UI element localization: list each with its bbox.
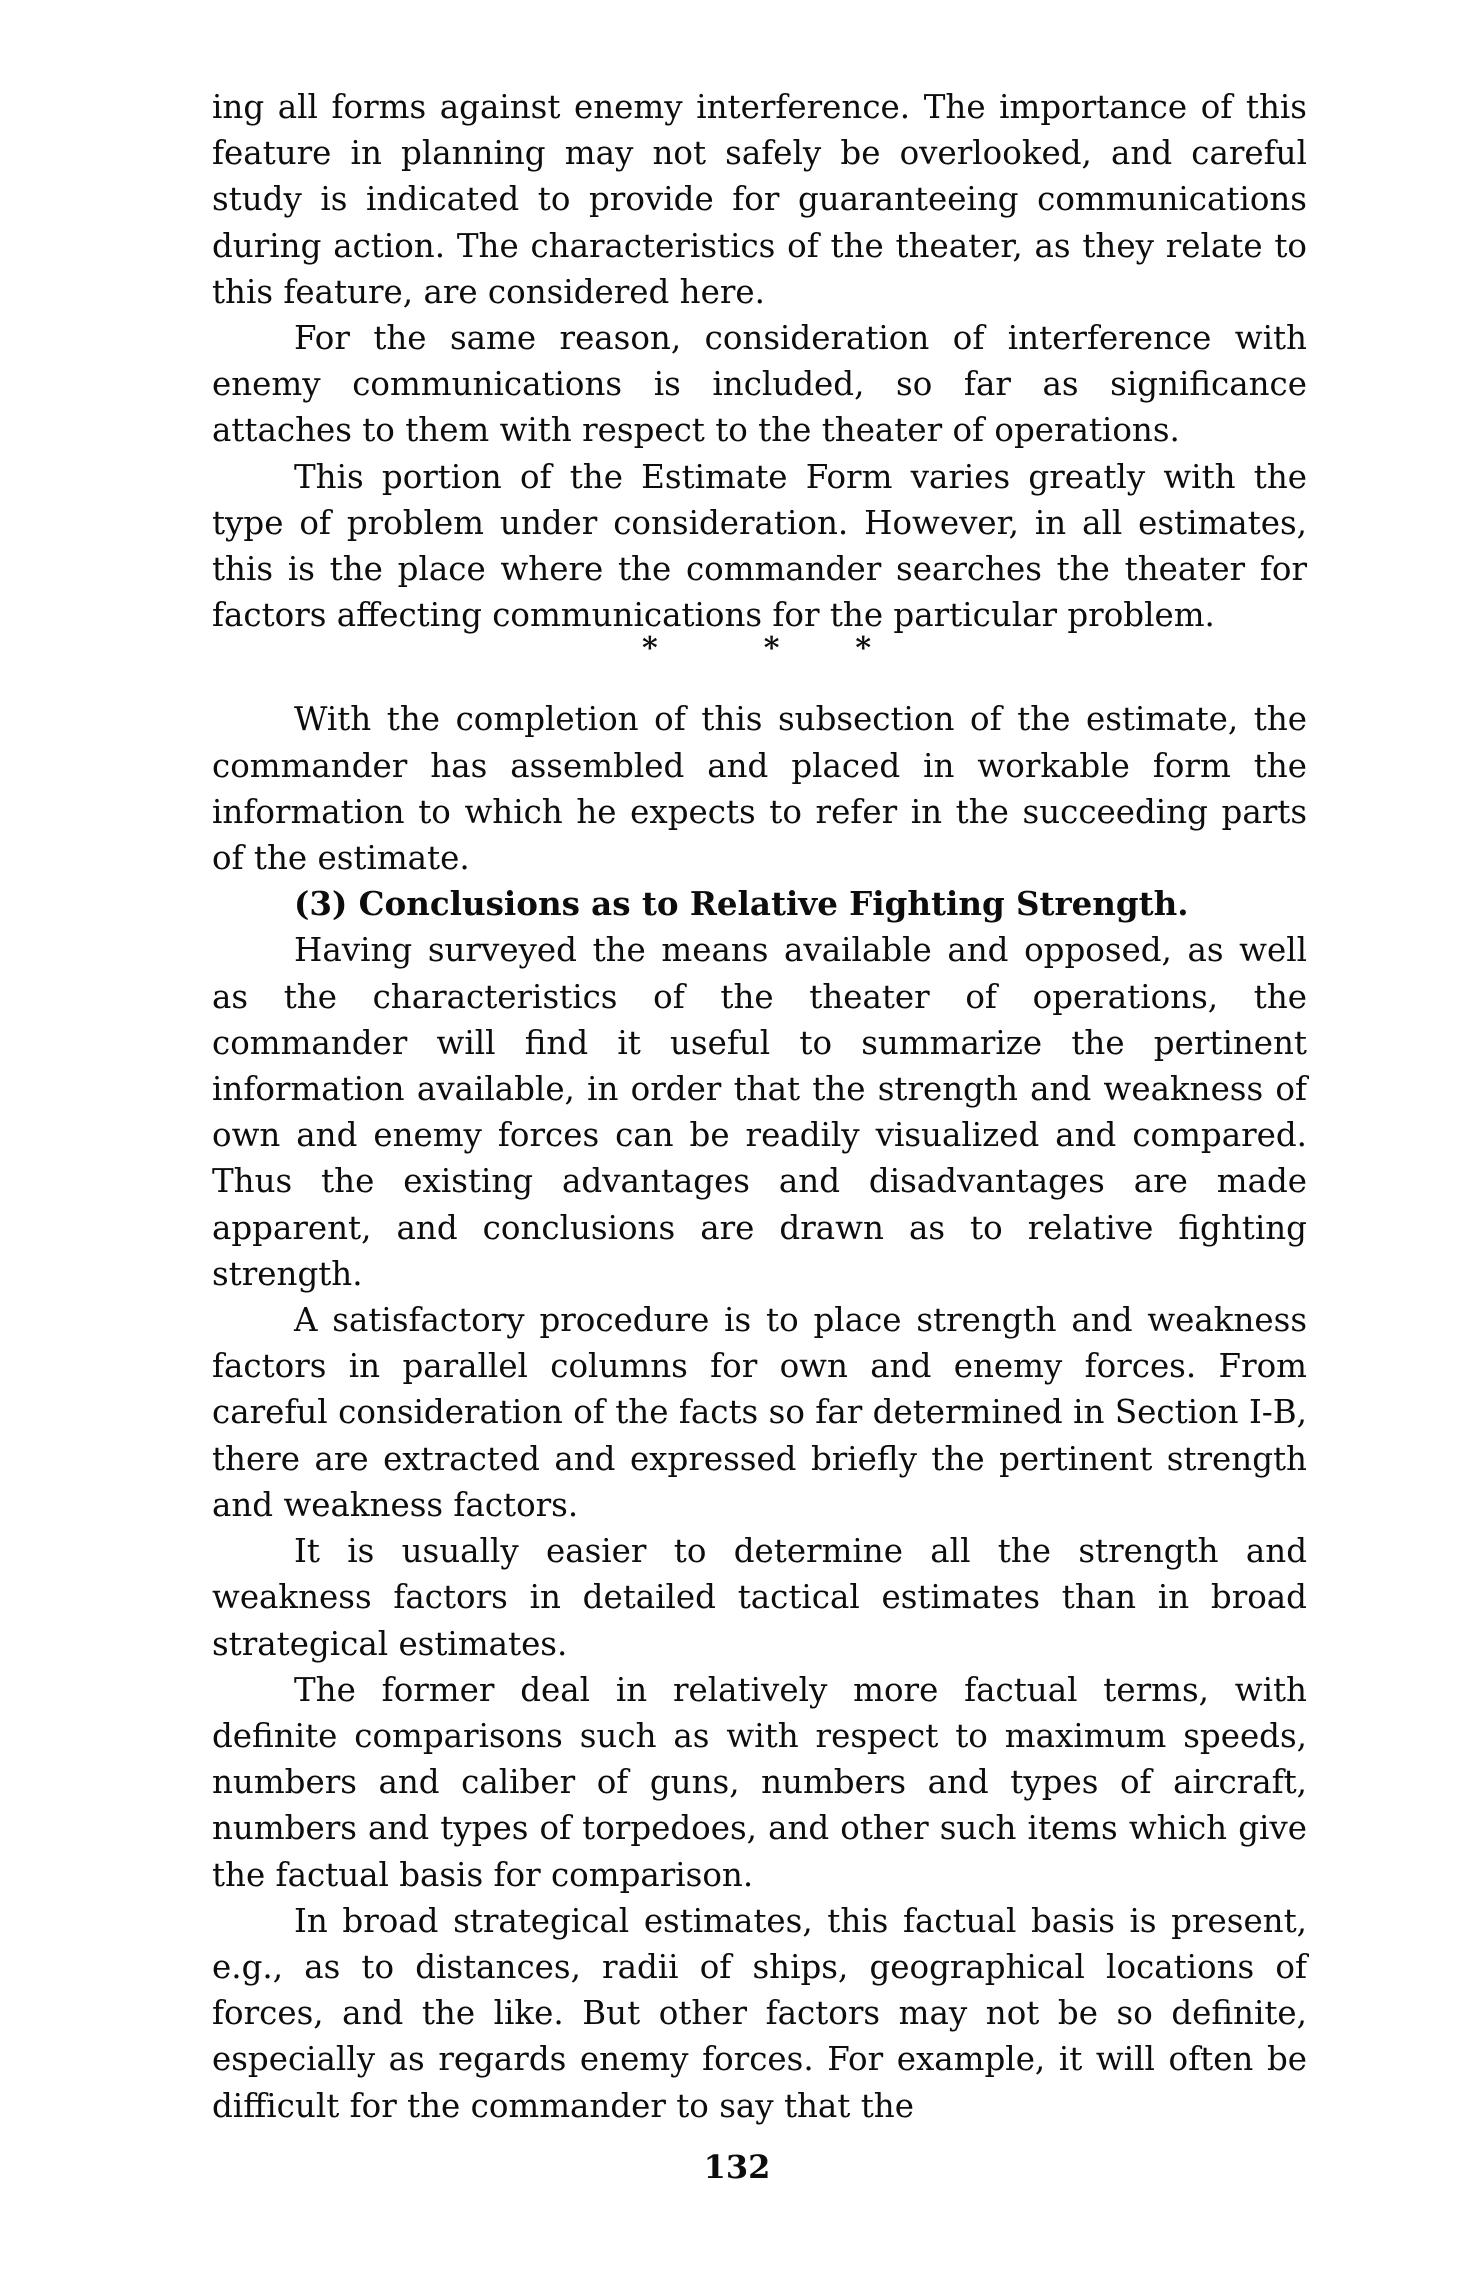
paragraph-surveyed-means: Having surveyed the means available and opposed, as well as the characteristics of the theater of operations, the commander will find it useful to summarize the pertinent information available, in order that the strength and weakness of own and enemy forces can be readily visualized and compared. Thus the existing advantages and disadvantages are made apparent, and conclusions are drawn as to relative fighting strength. <box>212 931 1307 1293</box>
paragraph-factual-terms: The former deal in relatively more factual terms, with definite comparisons such as with respect to maximum speeds, numbers and caliber of guns, numbers and types of aircraft, numbers and types of torpedoes, and other such items which give the factual basis for comparison. <box>212 1670 1307 1894</box>
section-heading: (3) Conclusions as to Relative Fighting Strength. <box>294 884 1189 924</box>
separator-star: * <box>763 631 780 667</box>
page-number: 132 <box>703 2148 771 2186</box>
separator-star: * <box>855 631 872 667</box>
paragraph-completion: With the completion of this subsection of the estimate, the commander has assembled and placed in workable form the information to which he expects to refer in the succeeding parts of the estimate. <box>212 700 1307 878</box>
paragraph-strategical-estimates: In broad strategical estimates, this factual basis is present, e.g., as to distances, radii of ships, geographical locations of forces, and the like. But other factors may not be so definite, especially as regards enemy forces. For example, it will often be difficult for the commander to say that the <box>212 1901 1307 2125</box>
separator-star: * <box>642 631 658 667</box>
paragraph-estimate-form: This portion of the Estimate Form varies greatly with the type of problem under consideration. However, in all estimates, this is the place where the commander searches the theater for factors affecting communications for the particular problem. <box>212 457 1307 635</box>
section-separator <box>212 631 1307 696</box>
page-body <box>212 84 1307 2129</box>
paragraph-procedure: A satisfactory procedure is to place strength and weakness factors in parallel columns for own and enemy forces. From careful consideration of the facts so far determined in Section I-B, there are extracted and expressed briefly the pertinent strength and weakness factors. <box>212 1301 1307 1524</box>
paragraph-enemy-communications: For the same reason, consideration of interference with enemy communications is included, so far as significance attaches to them with respect to the theater of operations. <box>212 319 1307 450</box>
paragraph-tactical-estimates: It is usually easier to determine all the strength and weakness factors in detailed tactical estimates than in broad strategical estimates. <box>212 1532 1307 1663</box>
paragraph-continuation: ing all forms against enemy interference. The importance of this feature in planning may not safely be overlooked, and careful study is indicated to provide for guaranteeing communications during action. The characteristics of the theater, as they relate to this feature, are considered here. <box>212 88 1307 311</box>
